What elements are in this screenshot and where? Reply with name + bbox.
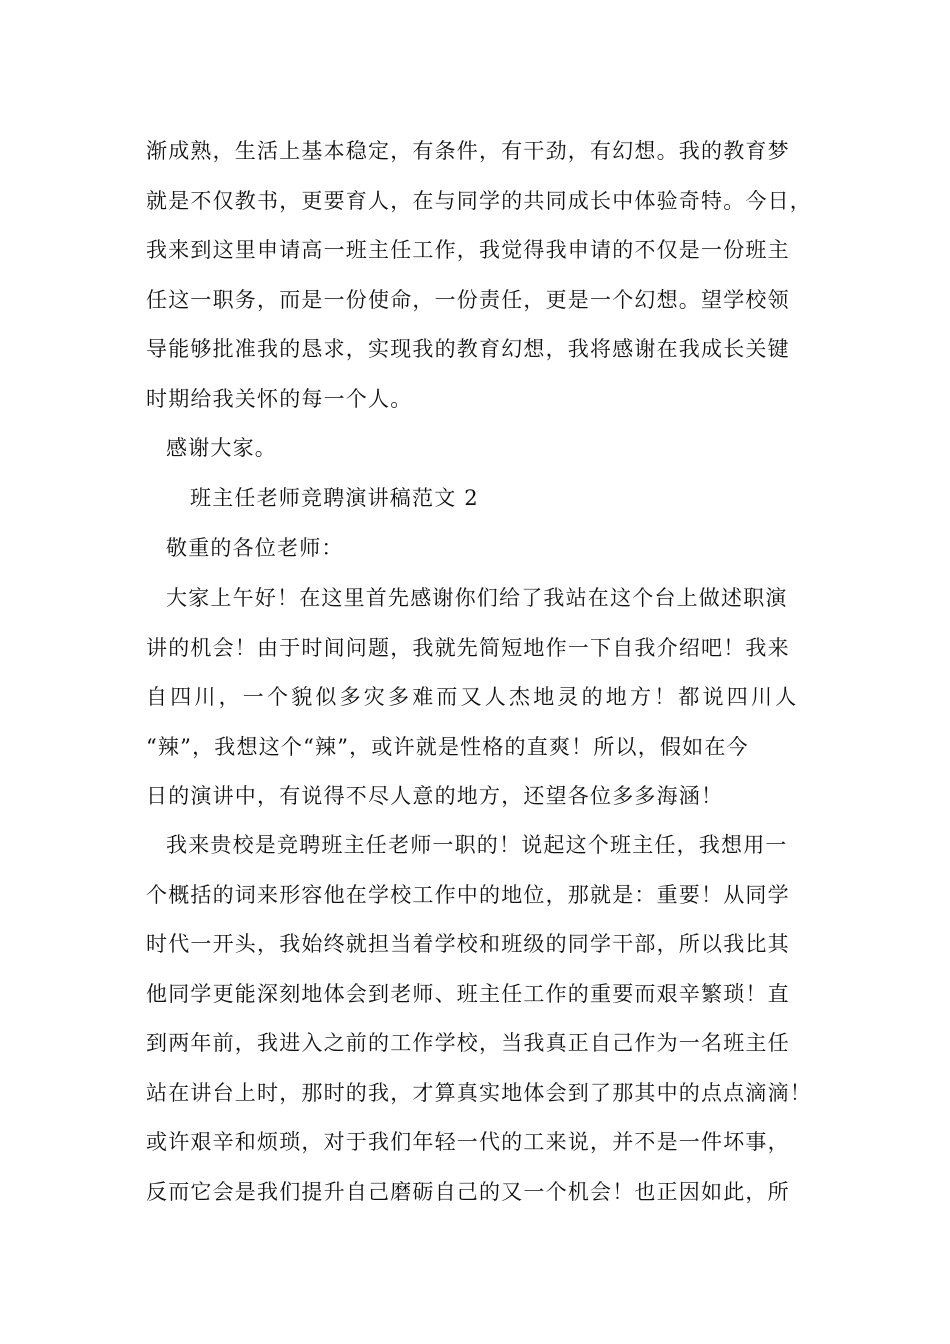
- text-line: 大家上午好！在这里首先感谢你们给了我站在这个台上做述职演: [166, 586, 788, 610]
- section-title-block: [146, 474, 826, 524]
- text-line: 渐成熟，生活上基本稳定，有条件，有干劲，有幻想。我的教育梦: [146, 139, 790, 163]
- closing-thanks: 感谢大家。: [166, 436, 277, 460]
- text-line: 时代一开头，我始终就担当着学校和班级的同学干部，所以我比其: [146, 932, 790, 956]
- salutation: 敬重的各位老师：: [166, 536, 344, 560]
- paragraph-greeting: [146, 574, 826, 822]
- thanks-line-block: [146, 424, 826, 474]
- salutation-block: [146, 524, 826, 574]
- text-line: 导能够批准我的恳求，实现我的教育幻想，我将感谢在我成长关键: [146, 337, 790, 361]
- text-line: 到两年前，我进入之前的工作学校，当我真正自己作为一名班主任: [146, 1031, 790, 1055]
- text-line: 我来到这里申请高一班主任工作，我觉得我申请的不仅是一份班主: [146, 238, 790, 262]
- text-line: 站在讲台上时，那时的我，才算真实地体会到了那其中的点点滴滴！: [146, 1080, 812, 1105]
- text-line: 他同学更能深刻地体会到老师、班主任工作的重要而艰辛繁琐！直: [146, 981, 790, 1006]
- section-title: 班主任老师竞聘演讲稿范文 2: [190, 486, 479, 510]
- text-line: 或许艰辛和烦琐，对于我们年轻一代的工来说，并不是一件坏事，: [146, 1130, 790, 1154]
- text-line: 我来贵校是竞聘班主任老师一职的！说起这个班主任，我想用一: [166, 833, 788, 857]
- text-line: 时期给我关怀的每一个人。: [146, 386, 413, 411]
- text-line: 个概括的词来形容他在学校工作中的地位，那就是：重要！从同学: [146, 882, 790, 907]
- text-line: 讲的机会！由于时间问题，我就先简短地作一下自我介绍吧！我来: [146, 635, 790, 660]
- text-line: 就是不仅教书，更要育人，在与同学的共同成长中体验奇特。今日，: [146, 188, 812, 213]
- text-line: “辣”，我想这个“辣”，或许就是性格的直爽！所以，假如在今: [146, 734, 749, 759]
- text-line: 任这一职务，而是一份使命，一份责任，更是一个幻想。望学校领: [146, 287, 790, 312]
- text-line: 自四川，一个貌似多灾多难而又人杰地灵的地方！都说四川人: [146, 685, 800, 709]
- text-line: 日的演讲中，有说得不尽人意的地方，还望各位多多海涵！: [146, 784, 724, 808]
- paragraph-application: [146, 821, 826, 1217]
- paragraph-continued: [146, 127, 826, 424]
- text-line: 反而它会是我们提升自己磨砺自己的又一个机会！也正因如此，所: [146, 1179, 790, 1204]
